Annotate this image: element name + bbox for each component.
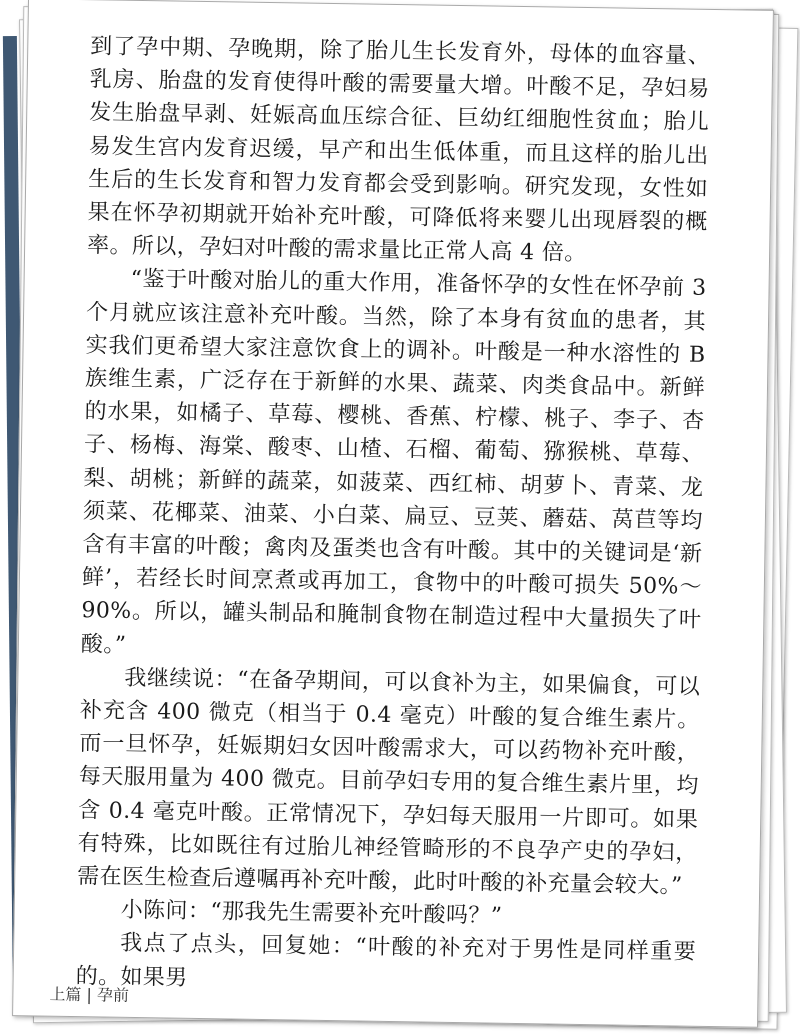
paragraph: 我继续说：“在备孕期间，可以食补为主，如果偏食，可以补充含 400 微克（相当于 0.4 毫克）叶酸的复合维生素片。而一旦怀孕，妊娠期妇女因叶酸需求大，可以药物补充叶酸，每天服用量为 400 微克。目前孕妇专用的复合维生素片里，均含 0.4 毫克叶酸。正常情况下，孕妇每天服用一片即可。如果有特殊，比如既往有过胎儿神经管畸形的不良孕产史的孕妇，需在医生检查后遵嘱再补充叶酸，此时叶酸的补充量会较大。” bbox=[77, 665, 701, 899]
paragraph: 到了孕中期、孕晚期，除了胎儿生长发育外，母体的血容量、乳房、胎盘的发育使得叶酸的需要量大增。叶酸不足，孕妇易发生胎盘早剥、妊娠高血压综合征、巨幼红细胞性贫血；胎儿易发生宫内发育迟缓，早产和出生低体重，而且这样的胎儿出生后的生长发育和智力发育都会受到影响。研究发现，女性如果在怀孕初期就开始补充叶酸，可降低将来婴儿出现唇裂的概率。所以，孕妇对叶酸的需求量比正常人高 4 倍。 bbox=[86, 34, 711, 267]
body-text bbox=[75, 30, 710, 1003]
paragraph: 我点了点头，回复她：“叶酸的补充对于男性是同样重要的。如果男 bbox=[75, 931, 697, 991]
paragraph: “鉴于叶酸对胎儿的重大作用，准备怀孕的女性在怀孕前 3 个月就应该注意补充叶酸。当然，除了本身有贫血的患者，其实我们更希望大家注意饮食上的调补。叶酸是一种水溶性的 B 族维生素，广泛存在于新鲜的水果、蔬菜、肉类食品中。新鲜的水果，如橘子、草莓、樱桃、香蕉、柠檬、桃子、李子、杏子、杨梅、海棠、酸枣、山楂、石榴、葡萄、猕猴桃、草莓、梨、胡桃；新鲜的蔬菜，如菠菜、西红柿、胡萝卜、青菜、龙须菜、花椰菜、油菜、小白菜、扁豆、豆荚、蘑菇、莴苣等均含有丰富的叶酸；禽肉及蛋类也含有叶酸。其中的关键词是‘新鲜’，若经长时间烹煮或再加工，食物中的叶酸可损失 50%～90%。所以，罐头制品和腌制食物在制造过程中大量损失了叶酸。” bbox=[80, 267, 707, 658]
book-page bbox=[12, 0, 774, 1028]
paragraph: 小陈问：“那我先生需要补充叶酸吗？” bbox=[120, 898, 503, 930]
page-footer: 上篇 | 孕前 bbox=[49, 984, 130, 1005]
